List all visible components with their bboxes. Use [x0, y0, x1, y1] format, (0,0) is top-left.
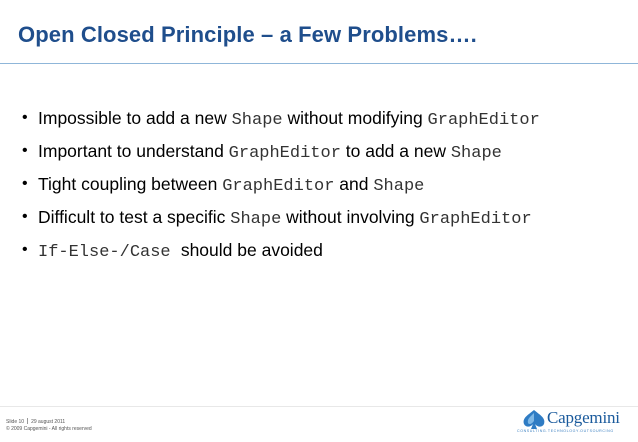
- bullet-text: and: [334, 174, 374, 194]
- logo-tagline: CONSULTING.TECHNOLOGY.OUTSOURCING: [517, 429, 614, 433]
- bullet-list: [22, 103, 540, 268]
- bullet-icon: •: [22, 109, 28, 126]
- code-term: If-Else-/Case: [38, 243, 181, 262]
- bullet-icon: •: [22, 175, 28, 192]
- footer: [6, 418, 92, 433]
- code-term: Shape: [230, 210, 282, 229]
- slide-title: Open Closed Principle – a Few Problems….: [18, 22, 477, 47]
- bullet-item: [22, 235, 540, 268]
- code-term: Shape: [373, 177, 425, 196]
- copyright: © 2009 Capgemini - All rights reserved: [6, 426, 92, 432]
- capgemini-logo: [517, 408, 633, 436]
- footer-separator: [27, 418, 28, 424]
- bullet-text: Impossible to add a new: [38, 108, 232, 128]
- bullet-text: without involving: [281, 207, 420, 227]
- bullet-icon: •: [22, 208, 28, 225]
- slide-number: Slide 10: [6, 419, 25, 425]
- bullet-text: Important to understand: [38, 141, 229, 161]
- bullet-text: Difficult to test a specific: [38, 207, 231, 227]
- code-term: Shape: [231, 111, 283, 130]
- slide-date: 29 august 2011: [31, 419, 66, 425]
- logo-wordmark: Capgemini: [547, 408, 620, 427]
- bullet-text: to add a new: [340, 141, 451, 161]
- code-term: Shape: [450, 144, 502, 163]
- bullet-item: [22, 103, 540, 136]
- code-term: GraphEditor: [419, 210, 532, 229]
- code-term: GraphEditor: [222, 177, 335, 196]
- spade-icon: [519, 408, 549, 430]
- bullet-icon: •: [22, 241, 28, 258]
- bullet-item: [22, 136, 540, 169]
- title-divider: [0, 63, 638, 64]
- bullet-item: [22, 169, 540, 202]
- code-term: GraphEditor: [228, 144, 341, 163]
- bullet-icon: •: [22, 142, 28, 159]
- bullet-text: Tight coupling between: [38, 174, 223, 194]
- bullet-item: [22, 202, 540, 235]
- code-term: GraphEditor: [427, 111, 540, 130]
- bullet-text: should be avoided: [180, 240, 323, 260]
- bullet-text: without modifying: [282, 108, 428, 128]
- footer-divider: [0, 406, 638, 407]
